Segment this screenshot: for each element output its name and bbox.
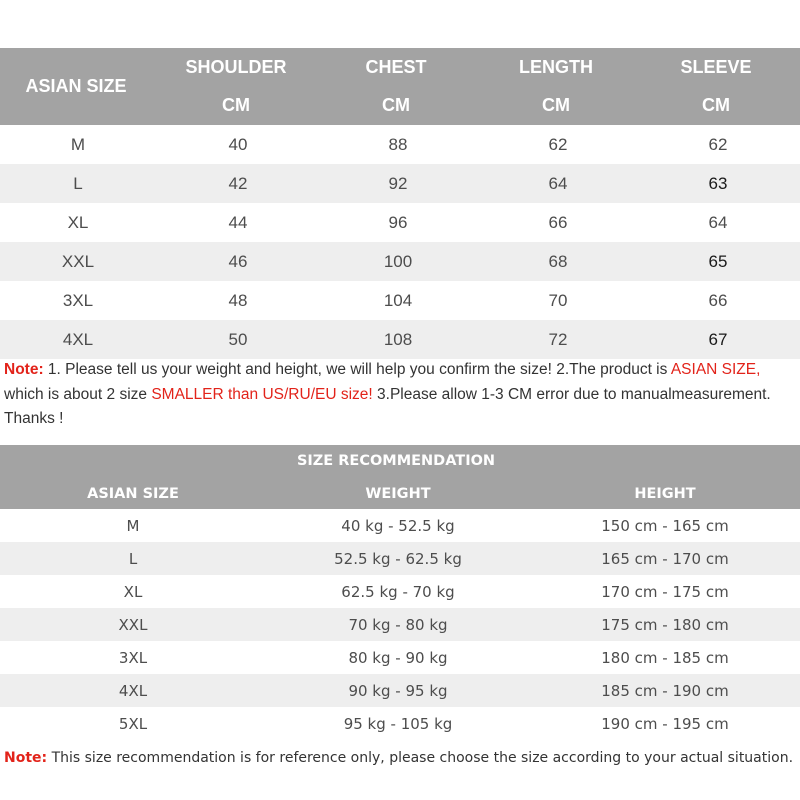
size-recommendation-table <box>0 445 800 740</box>
table-row <box>0 707 800 740</box>
header-weight: WEIGHT <box>365 485 431 502</box>
sleeve-cell: 66 <box>708 290 728 310</box>
height-cell: 170 cm - 175 cm <box>601 582 729 601</box>
shoulder-cell: 50 <box>228 329 248 349</box>
note-label: Note: <box>4 750 48 766</box>
shoulder-cell: 48 <box>228 290 248 310</box>
header-unit: CM <box>702 95 730 115</box>
header-asian-size: ASIAN SIZE <box>87 485 179 502</box>
table-row <box>0 125 800 164</box>
table-row <box>0 509 800 542</box>
length-cell: 72 <box>548 329 568 349</box>
note-text: 1. Please tell us your weight and height, we will help you confirm the size! 2.The product is <box>43 361 671 378</box>
table-row <box>0 320 800 359</box>
size-chart-table <box>0 48 800 359</box>
length-cell: 62 <box>548 134 568 154</box>
chest-cell: 96 <box>388 212 408 232</box>
shoulder-cell: 42 <box>228 173 248 193</box>
header-unit: CM <box>382 95 410 115</box>
smaller-size-highlight: SMALLER than US/RU/EU size <box>151 385 369 403</box>
asian-size-highlight: ASIAN SIZE, <box>670 361 761 378</box>
length-cell: 66 <box>548 212 568 232</box>
sleeve-cell: 63 <box>708 173 728 193</box>
header-label: ASIAN SIZE <box>25 76 127 96</box>
table-row <box>0 608 800 641</box>
recommendation-title: SIZE RECOMMENDATION <box>0 445 800 478</box>
weight-cell: 70 kg - 80 kg <box>348 615 448 634</box>
table-row <box>0 242 800 281</box>
sleeve-cell: 65 <box>708 251 728 271</box>
table-row <box>0 575 800 608</box>
table-row <box>0 674 800 707</box>
sleeve-cell: 67 <box>708 329 728 349</box>
chest-cell: 108 <box>383 329 413 349</box>
header-label: SHOULDER <box>185 57 287 77</box>
weight-cell: 90 kg - 95 kg <box>348 681 448 700</box>
weight-cell: 40 kg - 52.5 kg <box>341 516 455 535</box>
length-cell: 64 <box>548 173 568 193</box>
exclamation-highlight: ! <box>368 385 373 403</box>
weight-cell: 95 kg - 105 kg <box>343 714 453 733</box>
length-cell: 68 <box>548 251 568 271</box>
note-text: This size recommendation is for reference only, please choose the size according to your actual situation. <box>47 750 794 766</box>
height-cell: 185 cm - 190 cm <box>601 681 729 700</box>
size-cell: 4XL <box>62 329 94 349</box>
header-label: CHEST <box>365 57 427 77</box>
sleeve-cell: 62 <box>708 134 728 154</box>
weight-cell: 80 kg - 90 kg <box>348 648 448 667</box>
size-chart-header <box>0 48 800 125</box>
recommendation-header <box>0 478 800 509</box>
height-cell: 190 cm - 195 cm <box>601 714 729 733</box>
size-cell: M <box>126 516 140 535</box>
weight-cell: 52.5 kg - 62.5 kg <box>334 549 462 568</box>
size-cell: M <box>70 134 86 154</box>
shoulder-cell: 44 <box>228 212 248 232</box>
header-unit: CM <box>542 95 570 115</box>
chest-cell: 88 <box>388 134 408 154</box>
size-cell: L <box>128 549 138 568</box>
shoulder-cell: 40 <box>228 134 248 154</box>
header-sleeve <box>640 48 800 125</box>
note-text: 3.Please allow 1-3 CM error due to manualmeasurement. Thanks ! <box>4 385 771 427</box>
height-cell: 180 cm - 185 cm <box>601 648 729 667</box>
size-cell: 5XL <box>118 714 148 733</box>
header-unit: CM <box>222 95 250 115</box>
chest-cell: 100 <box>383 251 413 271</box>
height-cell: 165 cm - 170 cm <box>601 549 729 568</box>
size-cell: XXL <box>61 251 95 271</box>
length-cell: 70 <box>548 290 568 310</box>
size-cell: XL <box>67 212 89 232</box>
size-note <box>4 358 798 432</box>
header-shoulder <box>160 48 320 125</box>
header-chest <box>320 48 480 125</box>
table-row <box>0 641 800 674</box>
recommendation-note <box>4 747 794 769</box>
note-text: which is about 2 size <box>4 385 152 403</box>
header-label: LENGTH <box>519 57 593 77</box>
header-height: HEIGHT <box>634 485 696 502</box>
header-asian-size <box>0 48 160 125</box>
shoulder-cell: 46 <box>228 251 248 271</box>
chest-cell: 92 <box>388 173 408 193</box>
header-length <box>480 48 640 125</box>
weight-cell: 62.5 kg - 70 kg <box>341 582 455 601</box>
table-row <box>0 203 800 242</box>
header-label: SLEEVE <box>680 57 752 77</box>
table-row <box>0 542 800 575</box>
sleeve-cell: 64 <box>708 212 728 232</box>
size-cell: 3XL <box>62 290 94 310</box>
size-cell: XL <box>123 582 143 601</box>
height-cell: 150 cm - 165 cm <box>601 516 729 535</box>
size-cell: L <box>73 173 83 193</box>
table-row <box>0 281 800 320</box>
height-cell: 175 cm - 180 cm <box>601 615 729 634</box>
chest-cell: 104 <box>383 290 413 310</box>
table-row <box>0 164 800 203</box>
note-label: Note: <box>4 361 44 378</box>
size-cell: 4XL <box>118 681 148 700</box>
size-cell: XXL <box>118 615 148 634</box>
size-cell: 3XL <box>118 648 148 667</box>
